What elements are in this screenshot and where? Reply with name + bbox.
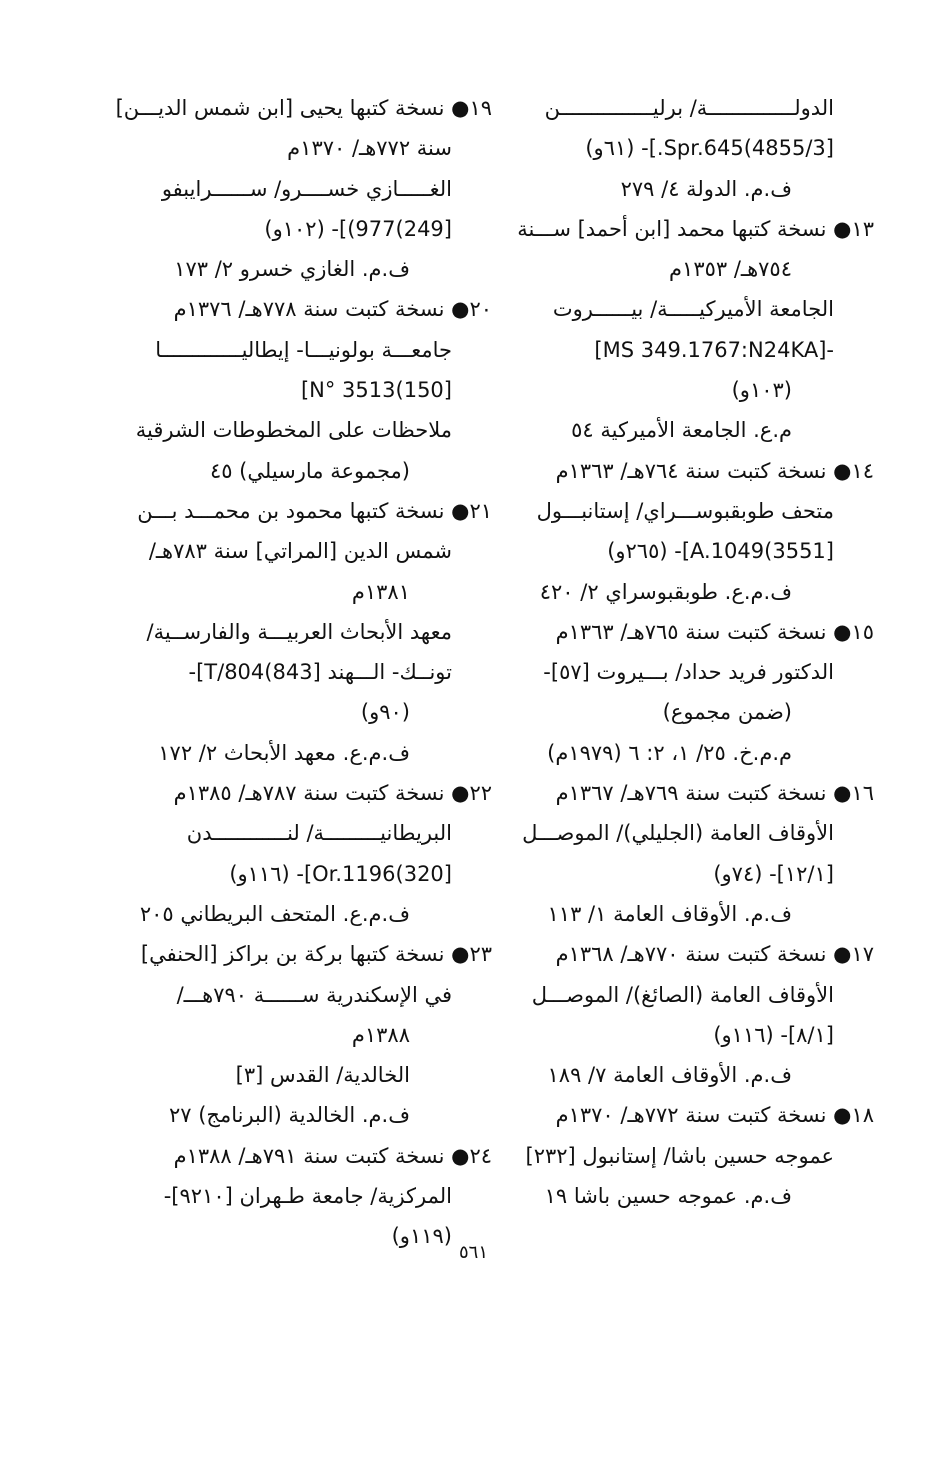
text-line: الأوقاف العامة (الصائغ)/ الموصـــل xyxy=(531,982,834,1007)
reference-line: (٩٠و) xyxy=(360,700,410,725)
reference-line: م.م.خ. ٢٥/ ١، ٢: ٦ (١٩٧٩م) xyxy=(547,740,792,765)
text-line: الدكتور فريد حداد/ بـــيروت [٥٧]- xyxy=(543,660,834,685)
reference-line: ف.م. الخالدية (البرنامج) ٢٧ xyxy=(168,1103,410,1128)
text-line: [١٢/١]- (٧٤و) xyxy=(713,861,834,886)
reference-line: (١٠٣و) xyxy=(731,378,792,403)
text-line: [4855/3)Spr.645.]- (٦١و) xyxy=(585,136,834,161)
reference-line: ف.م. الأوقاف العامة ١/ ١١٣ xyxy=(547,901,792,926)
entry-heading: ٢١● نسخة كتبها محمود بن محمـــد بـــن xyxy=(137,498,492,523)
entry-heading: ١٩● نسخة كتبها يحيى [ابن شمس الديـــن] xyxy=(115,96,492,120)
entry-heading: ١٤● نسخة كتبت سنة ٧٦٤هـ/ ١٣٦٣م xyxy=(555,458,874,483)
entry-heading: ٢٠● نسخة كتبت سنة ٧٧٨هـ/ ١٣٧٦م xyxy=(173,297,492,322)
text-line: البريطانيـــــــــة/ لنــــــــــــدن xyxy=(186,821,452,846)
text-line: [3551)A.1049]- (٢٦٥و) xyxy=(607,539,834,564)
text-line: عموجه حسين باشا/ إستانبول [٢٣٢] xyxy=(525,1143,834,1168)
text-line: سنة ٧٧٢هـ/ ١٣٧٠م xyxy=(287,136,452,161)
text-line: معهد الأبحاث العربيـــة والفارســية/ xyxy=(146,619,452,644)
reference-line: ١٣٨١م xyxy=(351,579,410,604)
reference-line: ١٣٨٨م xyxy=(351,1022,410,1047)
entry-heading: ١٦● نسخة كتبت سنة ٧٦٩هـ/ ١٣٦٧م xyxy=(555,781,874,806)
text-line: -[MS 349.1767:N24KA] xyxy=(594,337,834,362)
entry-heading: ١٧● نسخة كتبت سنة ٧٧٠هـ/ ١٣٦٨م xyxy=(555,942,874,967)
text-line: الغـــــازي خســــرو/ ســــــرايبفو xyxy=(161,176,452,201)
text-line: ملاحظات على المخطوطات الشرقية xyxy=(135,418,452,443)
page-number: ٥٦١ xyxy=(458,1242,488,1263)
reference-line: ف.م.ع. طوبقبوسراي ٢/ ٤٢٠ xyxy=(539,579,792,604)
entry-heading: ١٣● نسخة كتبها محمد [ابن أحمد] ســـنة xyxy=(517,216,874,241)
reference-line: م.ع. الجامعة الأميركية ٥٤ xyxy=(571,418,792,443)
reference-line: ف.م. الغازي خسرو ٢/ ١٧٣ xyxy=(174,257,410,282)
entry-heading: ١٥● نسخة كتبت سنة ٧٦٥هـ/ ١٣٦٣م xyxy=(555,619,874,644)
reference-line: ف.م. عموجه حسين باشا ١٩ xyxy=(544,1184,792,1209)
entry-heading: ٢٤● نسخة كتبت سنة ٧٩١هـ/ ١٣٨٨م xyxy=(173,1143,492,1168)
text-line: [320)Or.1196]- (١١٦و) xyxy=(229,861,452,886)
entry-heading: ١٨● نسخة كتبت سنة ٧٧٢هـ/ ١٣٧٠م xyxy=(555,1103,874,1128)
text-line: [150)N° 3513] xyxy=(300,378,452,403)
text-line: تونــك- الـــهند [843)T/804]- xyxy=(188,660,452,685)
entry-heading: ٢٣● نسخة كتبها بركة بن براكز [الحنفي] xyxy=(140,942,492,967)
reference-line: ف.م. الدولة ٤/ ٢٧٩ xyxy=(620,176,792,201)
text-line: المركزية/ جامعة طـهران [٩٢١٠]- xyxy=(163,1184,452,1209)
right-column xyxy=(496,88,874,1216)
reference-line: ف.م. الأوقاف العامة ٧/ ١٨٩ xyxy=(547,1063,792,1088)
text-line: الأوقاف العامة (الجليلي)/ الموصـــل xyxy=(522,821,834,846)
reference-line: ف.م.ع. معهد الأبحاث ٢/ ١٧٢ xyxy=(158,740,410,765)
text-line: (١١٩و) xyxy=(391,1224,452,1249)
text-line: [٨/١]- (١١٦و) xyxy=(713,1022,834,1047)
text-line: [249)977)]- (١٠٢و) xyxy=(264,216,452,241)
reference-line: ٧٥٤هـ/ ١٣٥٣م xyxy=(669,257,792,282)
text-line: جامعـــة بولونيـــا- إيطاليـــــــــــــا xyxy=(155,337,452,362)
entry-heading: ٢٢● نسخة كتبت سنة ٧٨٧هـ/ ١٣٨٥م xyxy=(173,781,492,806)
text-line: الدولــــــــــــــة/ برليـــــــــــــــن xyxy=(544,96,834,120)
text-line: شمس الدين [المراتي] سنة ٧٨٣هـ/ xyxy=(148,539,452,564)
reference-line: الخالدية/ القدس [٣] xyxy=(235,1063,410,1088)
text-line: متحف طوبقبوســـراي/ إستانبـــول xyxy=(536,498,834,523)
text-line: الجامعة الأميركيـــــة/ بيــــــروت xyxy=(552,297,834,322)
text-line: في الإسكندرية ســــــة ٧٩٠هـــ/ xyxy=(176,982,452,1007)
reference-line: (مجموعة مارسيلي) ٤٥ xyxy=(209,458,410,483)
reference-line: ف.م.ع. المتحف البريطاني ٢٠٥ xyxy=(139,901,410,926)
reference-line: (ضمن مجموع) xyxy=(662,700,792,725)
